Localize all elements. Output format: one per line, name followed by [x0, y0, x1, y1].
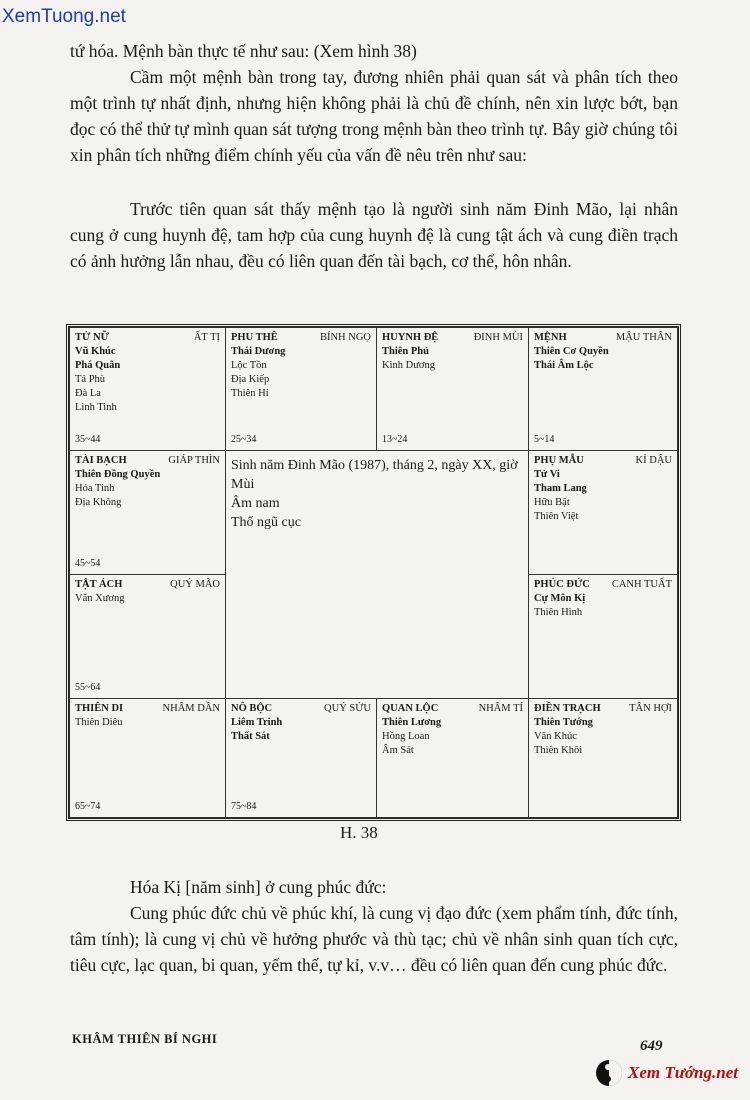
- palace-cell: MỆNH MẬU THÂN Thiên Cơ Quyền Thái Âm Lộc 5~14: [528, 327, 678, 451]
- paragraph-3: Hóa Kị [năm sinh] ở cung phúc đức:: [130, 877, 387, 897]
- figure-caption: H. 38: [340, 823, 378, 842]
- palace-cell: PHU THÊ BÍNH NGỌ Thái Dương Lộc Tồn Địa Kiếp Thiên Hỉ 25~34: [225, 327, 377, 451]
- site-logo[interactable]: [596, 1060, 738, 1086]
- birth-info: Sinh năm Đinh Mão (1987), tháng 2, ngày XX, giờ Mùi: [231, 458, 518, 492]
- palace-cell: TỬ NỮ ẤT TỊ Vũ Khúc Phá Quân Tả Phù Đà La Linh Tinh 35~44: [69, 327, 226, 451]
- book-title-footer: KHÂM THIÊN BÍ NGHI: [72, 1032, 218, 1046]
- intro-line: tứ hóa. Mệnh bàn thực tế như sau: (Xem hình 38): [70, 41, 417, 61]
- horoscope-chart: [66, 324, 681, 821]
- paragraph-1: Cầm một mệnh bàn trong tay, đương nhiên phải quan sát và phân tích theo một trình tự nhất định, nhưng hiện không phải là chủ đề chính, nên xin lược bớt, bạn đọc có thể thử tự mình quan sát tượng trong mệnh bàn theo trình tự. Bây giờ chúng tôi xin phân tích những điểm chính yếu của vấn đề nêu trên như sau:: [70, 67, 678, 165]
- element-info: Thổ ngũ cục: [231, 515, 301, 530]
- gender-info: Âm nam: [231, 496, 280, 511]
- palace-cell: QUAN LỘC NHÂM TÍ Thiên Lương Hồng Loan Âm Sát: [376, 698, 529, 818]
- chart-center-info: [225, 450, 528, 698]
- palace-cell: NÔ BỘC QUÝ SỬU Liêm Trinh Thất Sát 75~84: [225, 698, 377, 818]
- watermark-top[interactable]: XemTuong.net: [2, 6, 126, 27]
- palace-cell: TẬT ÁCH QUÝ MÃO Văn Xương 55~64: [69, 574, 226, 699]
- paragraph-2: Trước tiên quan sát thấy mệnh tạo là người sinh năm Đinh Mão, lại nhân cung ở cung huynh đệ, tam hợp của cung huynh đệ là cung tật ách và cung điền trạch có ảnh hưởng lẫn nhau, đều có liên quan đến tài bạch, cơ thể, hôn nhân.: [70, 199, 678, 271]
- palace-cell: PHÚC ĐỨC CANH TUẤT Cự Môn Kị Thiên Hình: [528, 574, 678, 699]
- palace-cell: HUYNH ĐỆ ĐINH MÙI Thiên Phủ Kình Dương 13~24: [376, 327, 529, 451]
- palace-cell: TÀI BẠCH GIÁP THÌN Thiên Đồng Quyền Hỏa Tinh Địa Không 45~54: [69, 450, 226, 575]
- paragraph-4: Cung phúc đức chủ về phúc khí, là cung vị đạo đức (xem phẩm tính, đức tính, tâm tính); là cung vị chủ về hưởng phước và thù tạc; chủ về nhân sinh quan tích cực, tiêu cực, lạc quan, bi quan, yếm thế, tự kỉ, v.v… đều có liên quan đến cung phúc đức.: [70, 903, 678, 975]
- palace-cell: ĐIỀN TRẠCH TÂN HỢI Thiên Tướng Văn Khúc Thiên Khôi: [528, 698, 678, 818]
- palace-cell: PHỤ MẪU KỈ DẬU Tử Vi Tham Lang Hữu Bật Thiên Việt: [528, 450, 678, 575]
- yin-yang-icon: [596, 1060, 622, 1086]
- palace-cell: THIÊN DI NHÂM DẦN Thiên Diêu 65~74: [69, 698, 226, 818]
- page-number: 649: [640, 1038, 663, 1054]
- logo-text: Xem Tướng.net: [628, 1063, 738, 1082]
